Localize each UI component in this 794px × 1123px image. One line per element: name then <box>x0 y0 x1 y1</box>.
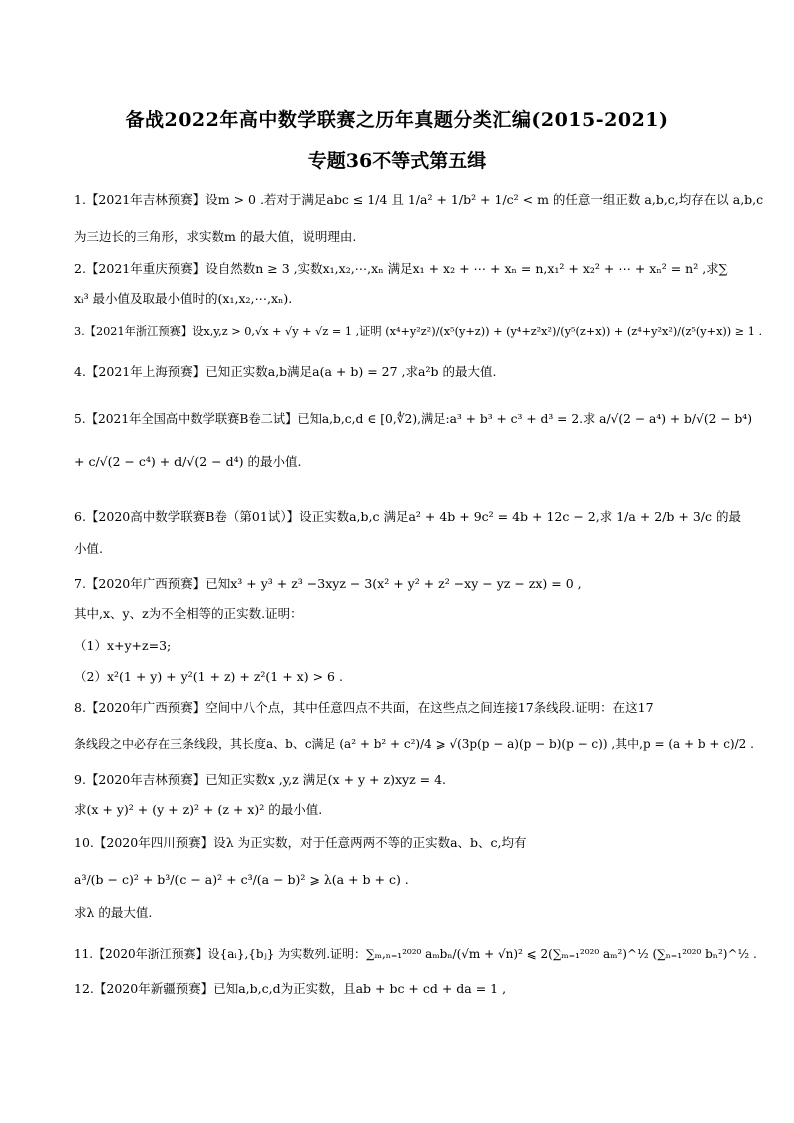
problem-line: 9.【2020年吉林预赛】已知正实数x ,y,z 满足(x + y + z)xyz = 4. <box>74 772 447 787</box>
problem-line: 为三边长的三角形，求实数m 的最大值，说明理由. <box>74 229 357 244</box>
problem-line: 10.【2020年四川预赛】设λ 为正实数，对于任意两两不等的正实数a、b、c,均有 <box>74 835 527 850</box>
problem-line: 求λ 的最大值. <box>74 905 153 920</box>
problem-line: 8.【2020年广西预赛】空间中八个点，其中任意四点不共面，在这些点之间连接17条线段.证明：在这17 <box>74 700 654 715</box>
problem-line: （2）x²(1 + y) + y²(1 + z) + z²(1 + x) > 6 . <box>74 669 343 684</box>
document-title: 备战2022年高中数学联赛之历年真题分类汇编(2015-2021) <box>125 109 669 131</box>
problem-line: + c/√(2 − c⁴) + d/√(2 − d⁴) 的最小值. <box>74 454 302 469</box>
problem-line: 3.【2021年浙江预赛】设x,y,z > 0,√x + √y + √z = 1 ,证明 (x⁴+y²z²)/(x⁵(y+z)) + (y⁴+z²x²)/(y⁵(z+x)) + (z⁴+y²x²)/(z⁵(y+x)) ≥ 1 . <box>74 325 763 338</box>
problem-line: 5.【2021年全国高中数学联赛B卷二试】已知a,b,c,d ∈ [0,∜2),满足:a³ + b³ + c³ + d³ = 2.求 a/√(2 − a⁴) + b/√(2 − b⁴) <box>74 412 752 426</box>
problem-line: a³/(b − c)² + b³/(c − a)² + c³/(a − b)² ⩾ λ(a + b + c) . <box>74 872 409 887</box>
problem-line: （1）x+y+z=3; <box>74 638 172 653</box>
problem-line: 7.【2020年广西预赛】已知x³ + y³ + z³ −3xyz − 3(x² + y² + z² −xy − yz − zx) = 0 , <box>74 576 582 591</box>
problem-line: 条线段之中必存在三条线段，其长度a、b、c满足 (a² + b² + c²)/4 ⩾ √(3p(p − a)(p − b)(p − c)) ,其中,p = (a + b + c)/2 . <box>74 737 754 751</box>
problem-line: xᵢ³ 最小值及取最小值时的(x₁,x₂,⋯,xₙ). <box>74 291 293 306</box>
problem-line: 小值. <box>74 541 103 556</box>
problem-line: 求(x + y)² + (y + z)² + (z + x)² 的最小值. <box>74 802 323 817</box>
problem-line: 4.【2021年上海预赛】已知正实数a,b满足a(a + b) = 27 ,求a²b 的最大值. <box>74 364 497 379</box>
problem-line: 其中,x、y、z为不全相等的正实数.证明： <box>74 606 303 621</box>
document-subtitle: 专题36不等式第五缉 <box>307 150 487 172</box>
problem-line: 6.【2020高中数学联赛B卷（第01试）】设正实数a,b,c 满足a² + 4b + 9c² = 4b + 12c − 2,求 1/a + 2/b + 3/c 的最 <box>74 509 741 524</box>
problem-line: 2.【2021年重庆预赛】设自然数n ≥ 3 ,实数x₁,x₂,⋯,xₙ 满足x₁ + x₂ + ⋯ + xₙ = n,x₁² + x₂² + ⋯ + xₙ² = n² ,求∑ <box>74 261 728 276</box>
problem-line: 1.【2021年吉林预赛】设m > 0 .若对于满足abc ≤ 1/4 且 1/a² + 1/b² + 1/c² < m 的任意一组正数 a,b,c,均存在以 a,b,c <box>74 192 764 207</box>
problem-line: 11.【2020年浙江预赛】设{aᵢ},{bⱼ} 为实数列.证明：∑ₘ,ₙ₌₁²⁰²⁰ aₘbₙ/(√m + √n)² ⩽ 2(∑ₘ₌₁²⁰²⁰ aₘ²)^½ (∑ₙ₌₁²⁰²⁰ bₙ²)^½ . <box>74 947 757 961</box>
problem-line: 12.【2020年新疆预赛】已知a,b,c,d为正实数，且ab + bc + cd + da = 1 , <box>74 981 507 996</box>
